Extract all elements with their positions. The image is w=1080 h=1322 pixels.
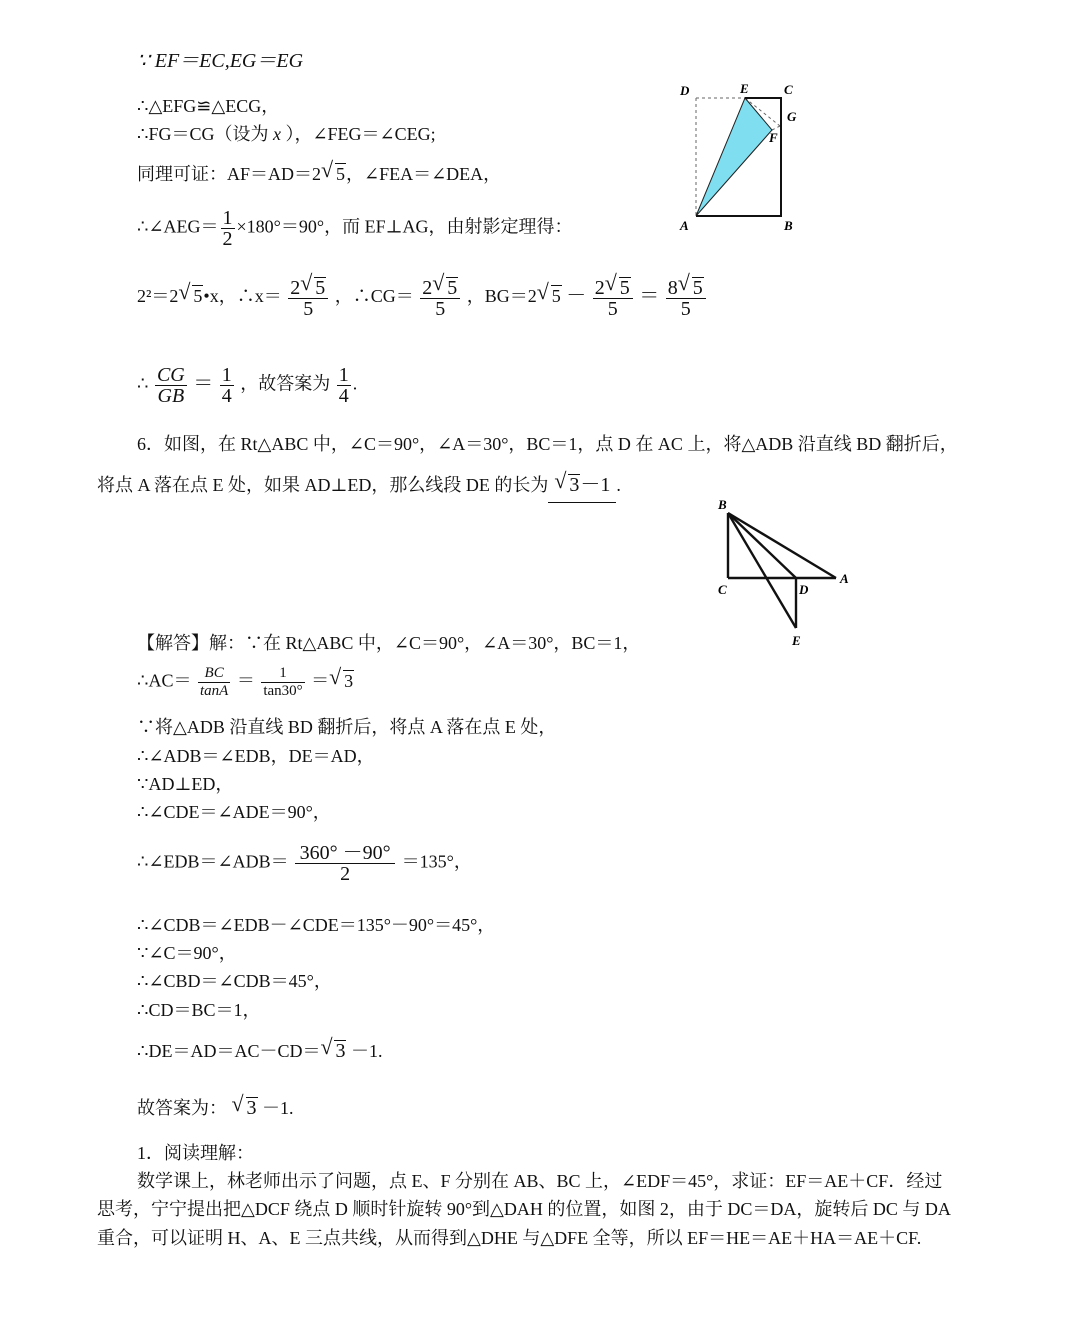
sol-line-13: 故答案为： √ 3 －1.: [137, 1097, 294, 1119]
fraction: $\frac{1}{4}$: [221, 364, 232, 407]
fraction: $\frac{360^\circ -90^\circ}{2}$: [295, 843, 395, 884]
sol-line-2: ∴AC＝ $\frac{BC}{\tan A}$ ＝ $\frac{1}{\tan 30^\circ}$ ＝√ 3: [137, 665, 354, 700]
fig2-label-A: A: [840, 571, 849, 586]
fraction: $\frac{2√ 5}{5}$: [420, 277, 460, 319]
sol-line-11: ∴CD＝BC＝1，: [137, 1000, 261, 1020]
eq-line-3: ∴FG＝CG（设为 x ），∠FEG＝∠CEG;: [137, 124, 436, 144]
sqrt: √ 3: [322, 1040, 346, 1062]
fig1-label-C: C: [784, 82, 793, 97]
sol-line-7: ∴∠EDB＝∠ADB＝ $\frac{360^\circ -90^\circ}{2}$ ＝135°，: [137, 842, 472, 885]
sqrt: √ 5: [539, 285, 562, 307]
q1-line-1: 1．阅读理解：: [137, 1143, 254, 1163]
fraction: $\frac{2√ 5}{5}$: [288, 277, 328, 319]
q6-line-1: 6．如图，在 Rt△ABC 中，∠C＝90°，∠A＝30°，BC＝1，点 D 在 AC 上，将△ADB 沿直线 BD 翻折后，: [137, 434, 958, 454]
sqrt: √ 5: [323, 163, 346, 185]
q6-line-2: 将点 A 落在点 E 处，如果 AD⊥ED，那么线段 DE 的长为√ 3－1 .: [97, 474, 621, 503]
fig2-label-C: C: [718, 582, 727, 597]
fig1-label-D: D: [680, 83, 690, 98]
fraction: $\frac{BC}{\tan A}$: [199, 665, 229, 699]
shaded-triangle: [696, 98, 772, 216]
sqrt: √ 3: [234, 1097, 258, 1119]
q1-line-4: 重合，可以证明 H、A、E 三点共线，从而得到△DHE 与△DFE 全等，所以 EF＝HE＝AE＋HA＝AE＋CF.: [97, 1228, 922, 1248]
eq-line-2: ∴△EFG≌△ECG，: [137, 96, 280, 116]
figure-triangle-fold: [710, 495, 860, 650]
sol-line-9: ∵∠C＝90°，: [137, 943, 237, 963]
fig2-label-E: E: [792, 633, 801, 648]
fig1-label-A: A: [680, 218, 689, 233]
fraction: $\frac{CG}{GB}$: [156, 364, 185, 407]
sqrt: √ 3: [331, 670, 354, 692]
answer-blank: √ 3－1: [548, 474, 616, 503]
fig2-label-D: D: [799, 582, 809, 597]
fig1-label-F: F: [769, 130, 778, 145]
q1-line-2: 数学课上，林老师出示了问题，点 E、F 分别在 AB、BC 上，∠EDF＝45°，求证：EF＝AE＋CF．经过: [137, 1171, 943, 1191]
fraction: $\frac{1}{2}$: [222, 207, 233, 250]
sol-line-6: ∴∠CDE＝∠ADE＝90°，: [137, 802, 331, 822]
fig1-label-E: E: [740, 81, 749, 96]
eq-line-5: ∴∠AEG＝ $\frac{1}{2}$ ×180°＝90°，而 EF⊥AG，由射影定理得：: [137, 207, 573, 250]
fig1-label-G: G: [787, 109, 797, 124]
eq-line-1: ∵ EF＝EC,EG＝EG: [137, 50, 304, 72]
fig2-label-B: B: [718, 497, 727, 512]
fraction: $\frac{1}{\tan 30^\circ}$: [263, 665, 303, 699]
eq-line-7: ∴ $\frac{CG}{GB}$ ＝ $\frac{1}{4}$ ，故答案为 $\frac{1}{4}$ .: [137, 364, 358, 407]
sol-line-8: ∴∠CDB＝∠EDB－∠CDE＝135°－90°＝45°，: [137, 915, 496, 935]
sol-line-10: ∴∠CBD＝∠CDB＝45°，: [137, 971, 332, 991]
fraction: $\frac{2√ 5}{5}$: [593, 277, 633, 319]
sol-line-1: 【解答】解：∵在 Rt△ABC 中，∠C＝90°，∠A＝30°，BC＝1，: [137, 633, 641, 653]
eq-line-6: 2²＝2√ 5•x，∴x＝ $\frac{2√ 5}{5}$ ，∴CG＝ $\frac{2√ 5}{5}$ ，BG＝2√ 5 － $\frac{2√ 5}{5}$ ＝ $\frac{8√ 5}{5}$: [137, 277, 708, 319]
fraction: $\frac{1}{4}$: [338, 364, 349, 407]
figure-rectangle-fold: [670, 78, 810, 238]
sol-line-12: ∴DE＝AD＝AC－CD＝√ 3 －1.: [137, 1040, 382, 1062]
sqrt: √ 5: [180, 285, 203, 307]
fig1-label-B: B: [784, 218, 793, 233]
fraction: $\frac{8√ 5}{5}$: [666, 277, 706, 319]
q1-line-3: 思考，宁宁提出把△DCF 绕点 D 顺时针旋转 90°到△DAH 的位置，如图 2，由于 DC＝DA，旋转后 DC 与 DA: [97, 1199, 951, 1219]
sol-line-5: ∵AD⊥ED，: [137, 774, 234, 794]
sol-line-4: ∴∠ADB＝∠EDB，DE＝AD，: [137, 746, 375, 766]
sol-line-3: ∵将△ADB 沿直线 BD 翻折后，将点 A 落在点 E 处，: [137, 717, 557, 737]
eq-line-4: 同理可证：AF＝AD＝2√ 5，∠FEA＝∠DEA，: [137, 163, 501, 185]
